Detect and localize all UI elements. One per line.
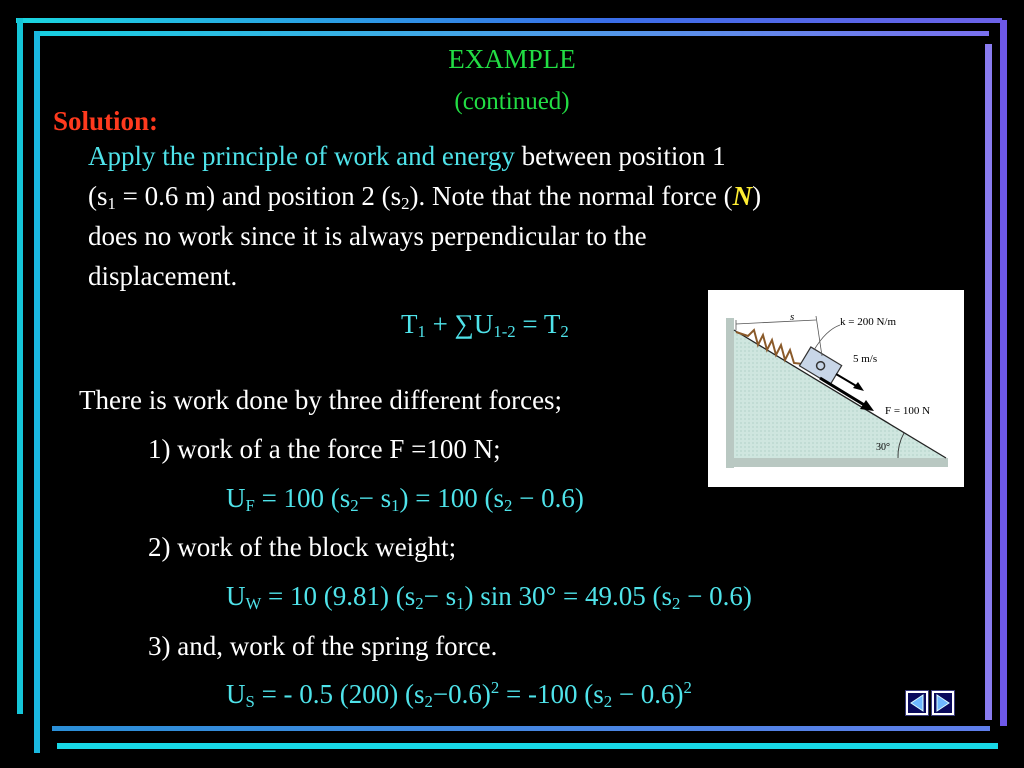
frame-left-inner-bar [34, 31, 40, 753]
figure-label-k: k = 200 N/m [840, 316, 897, 328]
intro-line-1: Apply the principle of work and energy between position 1 [88, 141, 726, 171]
triangle-left-icon [906, 691, 928, 715]
intro-highlight: Apply the principle of work and energy [88, 141, 515, 171]
item-1-force-work: 1) work of a the force F =100 N; [148, 434, 501, 464]
frame-bottom-inner-bar [57, 743, 998, 749]
dimension-line-s [736, 320, 816, 324]
frame-top-inner-bar [34, 31, 989, 36]
incline-spring-block-figure [708, 290, 964, 487]
wall [726, 318, 734, 468]
solution-label: Solution: [53, 106, 159, 136]
normal-force-symbol: N [732, 181, 753, 211]
slide-subtitle: (continued) [454, 88, 570, 115]
figure-label-velocity: 5 m/s [853, 353, 878, 365]
work-forces-intro: There is work done by three different forces; [79, 385, 563, 415]
figure-label-force: F = 100 N [885, 405, 931, 417]
work-energy-equation: $T_1 + \sum U_{1-2} = T_2$ [401, 309, 569, 342]
triangle-right-icon [932, 691, 954, 715]
work-spring-equation: $U_S$ = - 0.5 (200) $(s_2-0.6)^2 = -100$ $(s_2 - 0.6)^2$ [226, 677, 692, 712]
intro-line-3: does no work since it is always perpendicular to the [88, 221, 647, 251]
velocity-arrow [836, 374, 858, 387]
figure-svg [708, 290, 964, 487]
frame-right-bar [985, 44, 992, 720]
frame-bottom-bar [52, 726, 990, 731]
frame-right-outer-bar [1000, 20, 1007, 726]
frame-left-bar [17, 18, 23, 714]
work-weight-equation: $U_W = 10$ (9.81) $(s_2- s_1)$ sin 30° = 49.05 $(s_2 - 0.6)$ [226, 581, 752, 614]
work-force-equation: $U_F = 100$ $(s_2- s_1) = 100$ $(s_2 - 0.6)$ [226, 483, 584, 516]
item-2-weight-work: 2) work of the block weight; [148, 532, 457, 562]
next-slide-button[interactable] [931, 690, 955, 716]
slide-title: EXAMPLE [448, 44, 576, 74]
item-3-spring-work: 3) and, work of the spring force. [148, 631, 498, 661]
ground [726, 458, 948, 467]
frame-top-bar [16, 18, 1002, 23]
intro-line-4: displacement. [88, 261, 238, 291]
figure-label-s: s [790, 311, 795, 323]
figure-label-angle: 30° [876, 442, 890, 453]
prev-slide-button[interactable] [905, 690, 929, 716]
intro-line-2: ($s_1 = 0.6$ m) and position 2 $(s_2)$. Note that the normal force (N) [88, 181, 762, 214]
